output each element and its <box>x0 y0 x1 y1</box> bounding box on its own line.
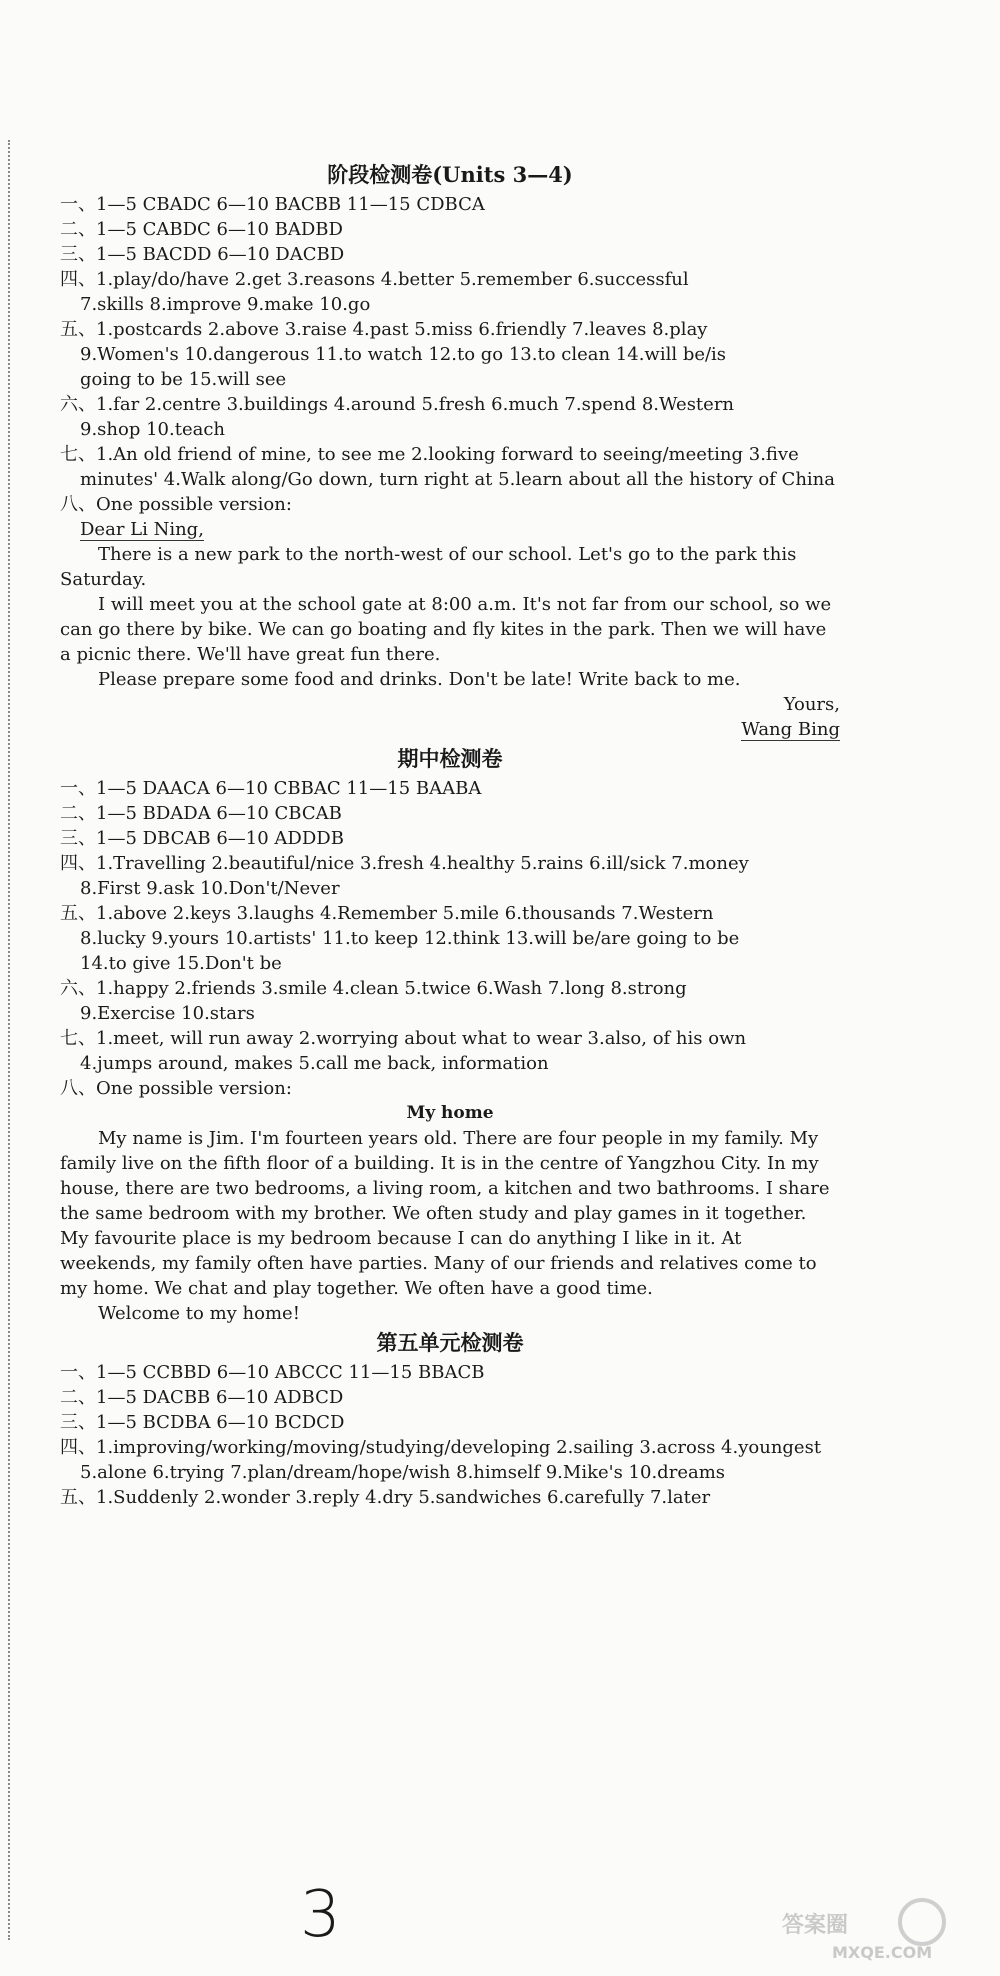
answer-line: 八、One possible version: <box>60 1078 292 1099</box>
answer-line: 4.jumps around, makes 5.call me back, information <box>80 1053 549 1074</box>
greeting-text: Dear Li Ning, <box>80 519 204 540</box>
section-title-units-3-4: 阶段检测卷(Units 3—4) <box>327 162 573 187</box>
letter-signature <box>60 717 840 742</box>
essay-title: My home <box>406 1103 494 1123</box>
letter-paragraph: I will meet you at the school gate at 8:00 a.m. It's not far from our school, so we can go there by bike. We can go boating and fly kites in the park. Then we will have a picnic there. We'll have great fun there. <box>60 594 832 665</box>
answer-line: 9.shop 10.teach <box>80 419 226 440</box>
answer-line: 三、1—5 BCDBA 6—10 BCDCD <box>60 1412 345 1433</box>
answer-line: 一、1—5 DAACA 6—10 CBBAC 11—15 BAABA <box>60 778 482 799</box>
letter-paragraph: Please prepare some food and drinks. Don't be late! Write back to me. <box>98 669 741 690</box>
answer-line: 14.to give 15.Don't be <box>80 953 282 974</box>
answer-line: minutes' 4.Walk along/Go down, turn right at 5.learn about all the history of China <box>80 469 835 490</box>
answer-line: 四、1.Travelling 2.beautiful/nice 3.fresh 4.healthy 5.rains 6.ill/sick 7.money <box>60 853 749 874</box>
essay-paragraph: Welcome to my home! <box>98 1303 300 1324</box>
answer-line: 二、1—5 DACBB 6—10 ADBCD <box>60 1387 344 1408</box>
answer-line: 五、1.postcards 2.above 3.raise 4.past 5.miss 6.friendly 7.leaves 8.play <box>60 319 708 340</box>
answer-line: 七、1.meet, will run away 2.worrying about what to wear 3.also, of his own <box>60 1028 747 1049</box>
answer-line: 7.skills 8.improve 9.make 10.go <box>80 294 371 315</box>
answer-line: 四、1.play/do/have 2.get 3.reasons 4.better 5.remember 6.successful <box>60 269 689 290</box>
answer-line: 五、1.Suddenly 2.wonder 3.reply 4.dry 5.sandwiches 6.carefully 7.later <box>60 1487 711 1508</box>
page-number: 3 <box>300 1878 341 1952</box>
binding-margin-dots <box>8 140 10 1940</box>
answer-line: 8.First 9.ask 10.Don't/Never <box>80 878 340 899</box>
section-1-body <box>60 158 840 1510</box>
answer-line: 三、1—5 BACDD 6—10 DACBD <box>60 244 345 265</box>
answer-line: 三、1—5 DBCAB 6—10 ADDDB <box>60 828 344 849</box>
answer-line: 8.lucky 9.yours 10.artists' 11.to keep 12.think 13.will be/are going to be <box>80 928 740 949</box>
signature-text: Wang Bing <box>741 719 840 740</box>
answer-line: 9.Women's 10.dangerous 11.to watch 12.to go 13.to clean 14.will be/is <box>80 344 727 365</box>
answer-line: 一、1—5 CBADC 6—10 BACBB 11—15 CDBCA <box>60 194 485 215</box>
answer-line: 一、1—5 CCBBD 6—10 ABCCC 11—15 BBACB <box>60 1362 485 1383</box>
answer-line: 5.alone 6.trying 7.plan/dream/hope/wish 8.himself 9.Mike's 10.dreams <box>80 1462 726 1483</box>
essay-paragraph: My name is Jim. I'm fourteen years old. There are four people in my family. My family live on the fifth floor of a building. It is in the centre of Yangzhou City. In my house, there are two bedrooms, a living room, a kitchen and two bathrooms. I share the same bedroom with my brother. We often study and play games in it together. My favourite place is my bedroom because I can do anything I like in it. At weekends, my family often have parties. Many of our friends and relatives come to my home. We chat and play together. We often have a good time. <box>60 1128 830 1299</box>
letter-greeting <box>60 517 840 542</box>
watermark-logo <box>772 1894 982 1964</box>
answer-line: 二、1—5 CABDC 6—10 BADBD <box>60 219 343 240</box>
watermark-text-cn: 答案圈 <box>782 1913 849 1938</box>
answer-line: going to be 15.will see <box>80 369 287 390</box>
answer-line: 四、1.improving/working/moving/studying/developing 2.sailing 3.across 4.youngest <box>60 1437 822 1458</box>
section-title-midterm: 期中检测卷 <box>397 746 503 771</box>
answer-line: 七、1.An old friend of mine, to see me 2.looking forward to seeing/meeting 3.five <box>60 444 799 465</box>
section-title-unit-5: 第五单元检测卷 <box>376 1330 524 1355</box>
answer-line: 六、1.far 2.centre 3.buildings 4.around 5.fresh 6.much 7.spend 8.Western <box>60 394 735 415</box>
watermark-ring-icon <box>900 1900 944 1944</box>
answer-line: 二、1—5 BDADA 6—10 CBCAB <box>60 803 342 824</box>
answer-line: 八、One possible version: <box>60 494 292 515</box>
answer-line: 五、1.above 2.keys 3.laughs 4.Remember 5.mile 6.thousands 7.Western <box>60 903 714 924</box>
letter-paragraph: There is a new park to the north-west of our school. Let's go to the park this Saturday. <box>60 544 797 590</box>
watermark-text-en: MXQE.COM <box>832 1943 933 1962</box>
letter-closing: Yours, <box>783 694 840 715</box>
answer-line: 9.Exercise 10.stars <box>80 1003 255 1024</box>
answer-line: 六、1.happy 2.friends 3.smile 4.clean 5.twice 6.Wash 7.long 8.strong <box>60 978 687 999</box>
